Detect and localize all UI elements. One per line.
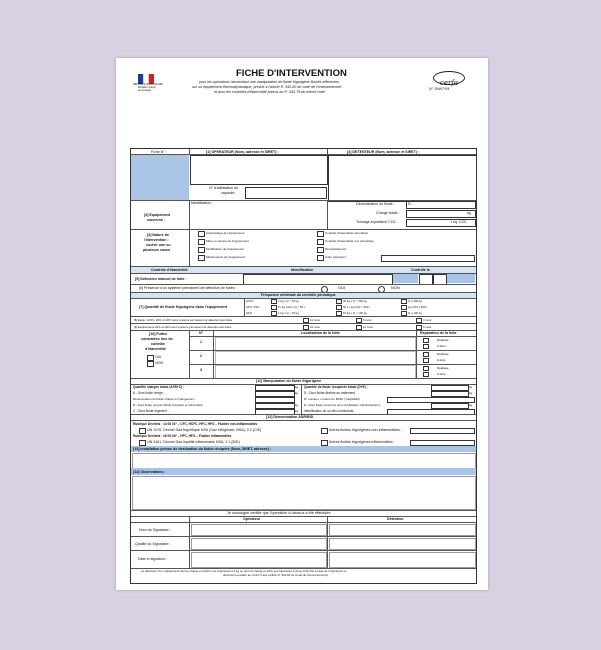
ministry-line-2: Ministère chargé <box>138 86 156 89</box>
fuite-1-realisee: Réalisée <box>437 338 449 342</box>
controle-le-header: Contrôle le <box>411 268 430 272</box>
quantite-fluide-label: [7] Quantité de fluide frigorigène dans l'équipement <box>139 305 227 309</box>
row8-c3: 3 mois <box>423 318 432 322</box>
adr-un1078: UN 1078, Déchet Gaz frigorifique NSA (Gaz réfrigérant, NSA), 2.2 (C/E) <box>147 428 262 432</box>
fuite-2-realisee-checkbox[interactable] <box>423 352 429 357</box>
frequence-title: Fréquence minimale du contrôle périodique <box>261 293 336 297</box>
freq-hcfc-c3-checkbox[interactable] <box>401 299 407 304</box>
date-detenteur-field[interactable] <box>329 552 476 568</box>
fuite-number-1: 1 <box>200 340 202 344</box>
autre-field[interactable] <box>381 255 475 262</box>
checkbox-controle-periodique[interactable] <box>317 231 324 237</box>
operateur-field[interactable] <box>190 155 328 185</box>
row8-label: [8] Equip. HCFC, HFC et HFO sans système permanent de détection des fuites <box>134 318 233 322</box>
controle-extra-field[interactable] <box>447 274 475 283</box>
option-controle-periodique: Contrôle d'étanchéité périodique <box>325 231 369 235</box>
nom-detenteur-field[interactable] <box>329 524 476 536</box>
fuites-non-label: NON <box>155 361 163 365</box>
option-mise-en-service: Mise en service de l'équipement <box>206 239 249 243</box>
fuites-label-4: d'étanchéité <box>145 347 166 351</box>
attestation-label-1: N° d'attestation de <box>209 186 239 190</box>
tonnage-label: Tonnage équivalent CO2 : <box>356 220 398 224</box>
denomination-field[interactable] <box>406 201 476 209</box>
nature-label-3: cocher une ou <box>146 243 171 247</box>
observations-title: [14] Observations : <box>133 470 166 474</box>
fiche-number-field[interactable] <box>131 155 189 200</box>
fuites-oui-label: OUI <box>155 355 162 359</box>
ministry-line-1: RÉPUBLIQUE FRANÇAISE <box>133 83 163 86</box>
adr-un3161: UN 3161, Déchet Gaz liquéfié inflammable NSA, 2.1 (B/D) <box>147 440 240 444</box>
row9-label: [9] Equipements HFC et HFO avec système permanent de détection des fuites <box>134 325 232 329</box>
adr-rubrique-2: Rubrique Déchets : 16 05 04* – HFC, HFO – Fluides inflammables <box>133 434 232 438</box>
row9-c3: 6 mois <box>423 325 432 329</box>
installation-field[interactable] <box>132 453 476 469</box>
option-modification: Modification de l'équipement <box>206 247 244 251</box>
footer-line-1: Le détenteur d'un équipement dont la charge en HCFC est supérieure à 3 kg ou dont la charge en HFC est supérieure à 5t eq.CO2 doit conserver l'original de ce <box>141 569 347 573</box>
operateur-header: [1] OPERATEUR (Nom, adresse et SIRET) : <box>206 150 279 154</box>
fuite-3-afaire-checkbox[interactable] <box>423 372 429 377</box>
identification-label: Identification : <box>191 201 214 205</box>
manip-left-3: B - Dont fluide recyclé (fluide récupéré et réintroduit) : <box>133 403 205 407</box>
checkbox-maintenance[interactable] <box>198 255 205 261</box>
option-assemblage: Assemblage de l'équipement <box>206 231 245 235</box>
option-controle-non-periodique: Contrôle d'étanchéité non périodique <box>325 239 374 243</box>
autres-non-inflammables-field[interactable] <box>410 428 475 434</box>
installation-title: [13] Installation prévue de destination du fluide récupéré (Nom, SIRET, adresse) : <box>133 447 271 451</box>
attestation-field[interactable] <box>245 187 327 199</box>
fuites-col-localisation: Localisation de la fuite <box>301 331 340 335</box>
fuite-3-afaire: A faire <box>437 372 446 376</box>
tonnage-unit: t éq. CO2 <box>451 220 467 224</box>
checkbox-controle-non-periodique[interactable] <box>317 239 324 245</box>
nom-signataire-label: Nom du Signataire : <box>139 528 171 532</box>
manip-right-0-unit: kg <box>469 385 473 389</box>
fuite-number-3: 3 <box>200 368 202 372</box>
form-subtitle-1: pour les opérations nécessitant une manipulation de fluide frigorigène fluorés effectuées <box>199 80 340 84</box>
manip-right-1: D - Dont fluide destiné au traitement <box>304 391 356 395</box>
nature-label-2: l'intervention : <box>144 238 169 242</box>
manip-left-2: Dénomination du fluide chargé si changement : <box>133 397 196 401</box>
fuite-1-afaire: A faire <box>437 344 446 348</box>
presence-oui-label: OUI <box>338 285 346 290</box>
manip-right-2: N° contenu, numéro du BSFF (Traçabilité) <box>304 397 360 401</box>
manip-left-3-unit: kg <box>295 403 299 407</box>
row8-c2: 6 mois <box>363 318 372 322</box>
manip-left-4-unit: kg <box>295 409 299 413</box>
observations-field[interactable] <box>132 476 476 510</box>
qualite-detenteur-field[interactable] <box>329 538 476 550</box>
marianne-logo <box>138 71 154 81</box>
freq-hfc-c3-checkbox[interactable] <box>401 305 407 310</box>
manip-right-1-unit: kg <box>469 391 473 395</box>
manip-left-0: Quantité chargée totale (A+B+C) : <box>133 385 185 389</box>
checkbox-autre[interactable] <box>317 255 324 261</box>
detecteur-label: [5] Détecteur manuel de fuite : <box>135 277 187 281</box>
manip-right-4: Identification du ou des contenants : <box>304 409 356 413</box>
equipement-label-1: [3] Equipement <box>144 213 170 217</box>
manip-left-1-unit: kg <box>295 391 299 395</box>
option-maintenance: Maintenance de l'équipement <box>206 255 246 259</box>
form-subtitle-3: et pour les contrôles d'étanchéité prévus au R. 543-79 du même code <box>214 90 325 94</box>
footer-line-2: document pendant au moins 5 ans (article R. 543-82 du Code de l'environnement). <box>223 573 329 577</box>
fuite-2-afaire: A faire <box>437 358 446 362</box>
attestation-label-2: capacité : <box>221 191 237 195</box>
date-operateur-field[interactable] <box>191 552 327 568</box>
checkbox-modification[interactable] <box>198 247 205 253</box>
qualite-operateur-field[interactable] <box>191 538 327 550</box>
manip-right-0: Quantité de fluide récupérée totale (D+E) : <box>304 385 368 389</box>
manipulation-title: [11] Manipulation du fluide frigorigène <box>256 379 322 383</box>
fuite-1-realisee-checkbox[interactable] <box>423 338 429 343</box>
fuite-2-afaire-checkbox[interactable] <box>423 358 429 363</box>
form-frame <box>130 148 477 584</box>
equipement-label-2: concerné : <box>147 218 166 222</box>
autres-non-inflammables-checkbox[interactable] <box>321 428 328 434</box>
row-type-hcfc: HCFC <box>246 299 254 303</box>
fuites-col-no: N° <box>199 331 204 335</box>
cerfa-logo-text: cerfa <box>439 79 459 87</box>
freq-hfc-c3: éq.CO2 ≥ 500 t <box>408 305 427 309</box>
freq-hfo-c3: Q ≥ 100 kg <box>408 311 422 315</box>
freq-hfc-c1-checkbox[interactable] <box>271 305 277 310</box>
option-demantelement: Démantèlement <box>325 247 347 251</box>
fuite-2-realisee: Réalisée <box>437 352 449 356</box>
controle-etancheite-title: Contrôle d'étanchéité <box>151 268 188 272</box>
certify-text: Je soussigné certifie que l'opération ci-dessus a été effectuée. <box>227 511 332 515</box>
freq-hcfc-c1-checkbox[interactable] <box>271 299 277 304</box>
qualite-signataire-label: Qualité du Signataire : <box>135 542 171 546</box>
fuites-non-checkbox[interactable] <box>147 361 154 367</box>
sign-col-operateur: Opérateur <box>243 517 261 521</box>
freq-hfc-c2-checkbox[interactable] <box>336 305 342 310</box>
checkbox-mise-en-service[interactable] <box>198 239 205 245</box>
sign-col-detenteur: Détenteur <box>387 517 404 521</box>
nom-operateur-field[interactable] <box>191 524 327 536</box>
cerfa-number: N° 15497*04 <box>429 87 450 91</box>
freq-hcfc-c2: 30 kg ≤ Q < 300 kg <box>343 299 367 303</box>
date-signature-label: Date et signature : <box>138 557 168 561</box>
fuite-3-localisation[interactable] <box>215 365 416 379</box>
charge-totale-label: Charge totale : <box>376 211 400 215</box>
row8-c1: 12 mois <box>310 318 320 322</box>
manip-left-1: A - Dont fluide vierge : <box>133 391 165 395</box>
controle-identification-header: Identification <box>291 268 314 272</box>
freq-hfc-c1: 5 t éq.CO2 ≤ Q < 50 t <box>278 305 305 309</box>
charge-unit: kg <box>467 211 471 215</box>
observations-header-band <box>131 468 476 475</box>
fuites-label-2: constatées lors du <box>141 337 173 341</box>
form-subtitle-2: sur un équipement thermodynamique, prévue à l'article R. 543-82 du code de l'environnement <box>192 85 342 89</box>
checkbox-demantelement[interactable] <box>317 247 324 253</box>
option-autre: Autre (préciser) : <box>325 255 348 259</box>
nature-label-1: [4] Nature de <box>147 233 169 237</box>
fuite-2-localisation[interactable] <box>215 351 416 365</box>
cerfa-logo <box>433 71 465 85</box>
fuite-1-afaire-checkbox[interactable] <box>423 344 429 349</box>
freq-hcfc-c1: 2 kg ≤ Q < 30 kg <box>278 299 299 303</box>
freq-hfc-c2: 50 t ≤ éq.CO2 < 500 t <box>343 305 370 309</box>
fuites-label-1: [10] Fuites <box>149 332 167 336</box>
fuites-label-3: contrôle <box>151 342 166 346</box>
manip-right-3-unit: kg <box>469 403 473 407</box>
manip-right-3: E - Dont fluide conservé pour réutilisation (réintroduction) : <box>304 403 382 407</box>
detenteur-field[interactable] <box>328 155 477 202</box>
adr-autres-non: Autres fluides frigorigènes non-inflammables : <box>329 428 402 432</box>
row9-c1: 24 mois <box>310 325 320 329</box>
presence-non-label: NON <box>391 285 400 290</box>
adr-rubrique-1: Rubrique Déchets : 14 06 01* – CFC, HCFC, HFC, HFO – Fluides non-inflammables <box>133 422 258 426</box>
charge-totale-field[interactable] <box>406 210 476 218</box>
fuites-col-reparation: Réparation de la fuite <box>420 331 457 335</box>
freq-hcfc-c2-checkbox[interactable] <box>336 299 342 304</box>
freq-hfo-c1: 1 kg ≤ Q < 10 kg <box>278 311 299 315</box>
row-type-hfc: HFC / PFC <box>246 305 260 309</box>
r-prefix: R- <box>408 202 412 206</box>
row9-c2: 12 mois <box>363 325 373 329</box>
checkbox-assemblage[interactable] <box>198 231 205 237</box>
ministry-line-3: de l'écologie <box>138 89 152 92</box>
nature-label-4: plusieurs cases <box>143 248 170 252</box>
fuite-1-localisation[interactable] <box>215 337 416 351</box>
adr-title: [12] Dénomination ADR/RID <box>266 415 314 419</box>
controle-day-field[interactable] <box>393 274 418 283</box>
fuite-number-2: 2 <box>200 354 202 358</box>
form-title: FICHE D'INTERVENTION <box>236 68 347 79</box>
fuite-3-realisee-checkbox[interactable] <box>423 366 429 371</box>
freq-hcfc-c3: Q ≥ 300 kg <box>408 299 422 303</box>
fiche-number-label: Fiche N° : <box>151 150 167 154</box>
row-type-hfo: HFO <box>246 311 252 315</box>
adr-autres-inf: Autres fluides frigorigènes inflammables : <box>329 440 395 444</box>
manip-left-4: C - Dont fluide régénéré : <box>133 409 169 413</box>
denomination-label: Dénomination du fluide : <box>356 202 395 206</box>
presence-label: [6] Présence d'un système permanent de détection de fuites : <box>139 286 237 290</box>
freq-hfo-c2: 10 kg ≤ Q < 100 kg <box>343 311 367 315</box>
fuite-3-realisee: Réalisée <box>437 366 449 370</box>
detenteur-header: [2] DETENTEUR (Nom, adresse et SIRET) : <box>347 150 420 154</box>
manip-left-0-unit: kg <box>295 385 299 389</box>
